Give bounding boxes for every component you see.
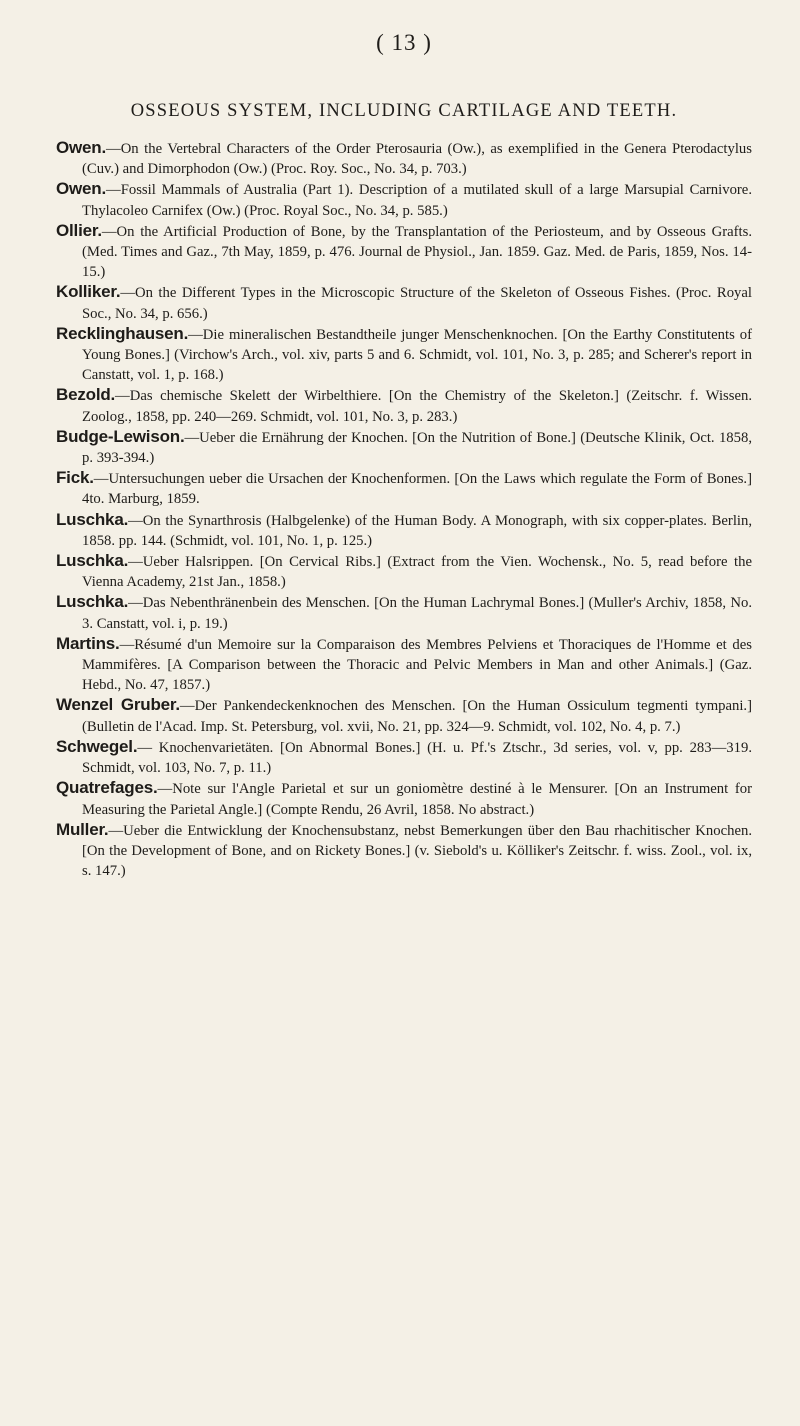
entry-text: —Résumé d'un Memoire sur la Comparaison des Membres Pelviens et Thoraciques de l'Homme et des Mammifères. [A Comparison between the Thoracic and Pelvic Members in Man and other Animals.] (Gaz. Hebd., No. 47, 1857.) <box>82 636 752 694</box>
bibliography-entry <box>56 282 752 323</box>
entry-author: Bezold. <box>56 385 116 405</box>
entry-text: —Der Pankendeckenknochen des Menschen. [On the Human Ossiculum tegmenti tympani.] (Bulletin de l'Acad. Imp. St. Petersburg, vol. xvii, No. 21, pp. 324—9. Schmidt, vol. 102, No. 4, p. 7.) <box>82 698 752 735</box>
bibliography-entry <box>56 510 752 551</box>
bibliography-entry <box>56 179 752 220</box>
bibliography-entry <box>56 820 752 882</box>
entry-text: —Ueber Halsrippen. [On Cervical Ribs.] (Extract from the Vien. Wochensk., No. 5, read before the Vienna Academy, 21st Jan., 1858.) <box>82 554 752 591</box>
entry-author: Martins. <box>56 633 120 653</box>
entry-text: —Fossil Mammals of Australia (Part 1). Description of a mutilated skull of a large Marsupial Carnivore. Thylacoleo Carnifex (Ow.) (Proc. Royal Soc., No. 34, p. 585.) <box>82 182 752 219</box>
entry-author: Luschka. <box>56 592 129 612</box>
entry-author: Schwegel. <box>56 736 138 756</box>
bibliography-entry <box>56 737 752 778</box>
entry-author: Luschka. <box>56 551 129 571</box>
entry-text: —On the Artificial Production of Bone, by the Transplantation of the Periosteum, and by Osseous Grafts. (Med. Times and Gaz., 7th May, 1859, p. 476. Journal de Physiol., Jan. 1859. Gaz. Med. de Paris, 1859, Nos. 14-15.) <box>82 223 752 281</box>
entry-author: Recklinghausen. <box>56 323 189 343</box>
entry-author: Ollier. <box>56 220 102 240</box>
page-number: ( 13 ) <box>376 30 432 55</box>
entry-text: —Ueber die Entwicklung der Knochensubstanz, nebst Bemerkungen über den Bau rhachitischer Knochen. [On the Development of Bone, and on Rickety Bones.] (v. Siebold's u. Kölliker's Zeitschr. f. wiss. Zool., vol. ix, s. 147.) <box>82 822 752 880</box>
entry-text: —Untersuchungen ueber die Ursachen der Knochenformen. [On the Laws which regulate the Form of Bones.] 4to. Marburg, 1859. <box>82 471 752 508</box>
entry-author: Luschka. <box>56 509 129 529</box>
entry-text: — Knochenvarietäten. [On Abnormal Bones.] (H. u. Pf.'s Ztschr., 3d series, vol. v, pp. 283—319. Schmidt, vol. 103, No. 7, p. 11.) <box>82 739 752 777</box>
bibliography-entry <box>56 324 752 386</box>
bibliography-entry <box>56 138 752 179</box>
entry-author: Budge-Lewison. <box>56 426 185 446</box>
entry-text: —On the Vertebral Characters of the Order Pterosauria (Ow.), as exemplified in the Genera Pterodactylus (Cuv.) and Dimorphodon (Ow.) (Proc. Roy. Soc., No. 34, p. 703.) <box>82 141 752 178</box>
entry-author: Wenzel Gruber. <box>56 695 180 715</box>
entry-text: —On the Synarthrosis (Halbgelenke) of the Human Body. A Monograph, with six copper-plates. Berlin, 1858. pp. 144. (Schmidt, vol. 101, No. 1, p. 125.) <box>82 512 752 549</box>
bibliography-entry <box>56 385 752 426</box>
bibliography-list <box>56 138 752 881</box>
entry-author: Fick. <box>56 468 94 488</box>
entry-text: —Die mineralischen Bestandtheile junger Menschenknochen. [On the Earthy Constitutents of Young Bones.] (Virchow's Arch., vol. xiv, parts 5 and 6. Schmidt, vol. 101, No. 3, p. 285; and Scherer's report in Canstatt, vol. 1, p. 168.) <box>82 326 752 384</box>
entry-author: Quatrefages. <box>56 778 158 798</box>
entry-text: —On the Different Types in the Microscopic Structure of the Skeleton of Osseous Fishes. (Proc. Royal Soc., No. 34, p. 656.) <box>82 285 752 322</box>
bibliography-entry <box>56 468 752 509</box>
bibliography-entry <box>56 221 752 283</box>
bibliography-entry <box>56 551 752 592</box>
entry-text: —Note sur l'Angle Parietal et sur un goniomètre destiné à le Mensurer. [On an Instrument for Measuring the Parietal Angle.] (Compte Rendu, 26 Avril, 1858. No abstract.) <box>82 781 752 818</box>
bibliography-entry <box>56 778 752 819</box>
entry-text: —Das chemische Skelett der Wirbelthiere. [On the Chemistry of the Skeleton.] (Zeitschr. f. Wissen. Zoolog., 1858, pp. 240—269. Schmidt, vol. 101, No. 3, p. 283.) <box>82 388 752 425</box>
bibliography-entry <box>56 634 752 696</box>
entry-author: Muller. <box>56 819 109 839</box>
entry-text: —Ueber die Ernährung der Knochen. [On the Nutrition of Bone.] (Deutsche Klinik, Oct. 1858, p. 393-394.) <box>82 429 752 467</box>
bibliography-entry <box>56 427 752 468</box>
bibliography-entry <box>56 592 752 633</box>
entry-author: Kolliker. <box>56 282 121 302</box>
bibliography-entry <box>56 695 752 736</box>
entry-text: —Das Nebenthränenbein des Menschen. [On the Human Lachrymal Bones.] (Muller's Archiv, 1858, No. 3. Canstatt, vol. i, p. 19.) <box>82 595 752 632</box>
section-title: OSSEOUS SYSTEM, INCLUDING CARTILAGE AND TEETH. <box>130 101 678 121</box>
entry-author: Owen. <box>56 179 107 199</box>
entry-author: Owen. <box>56 138 107 157</box>
